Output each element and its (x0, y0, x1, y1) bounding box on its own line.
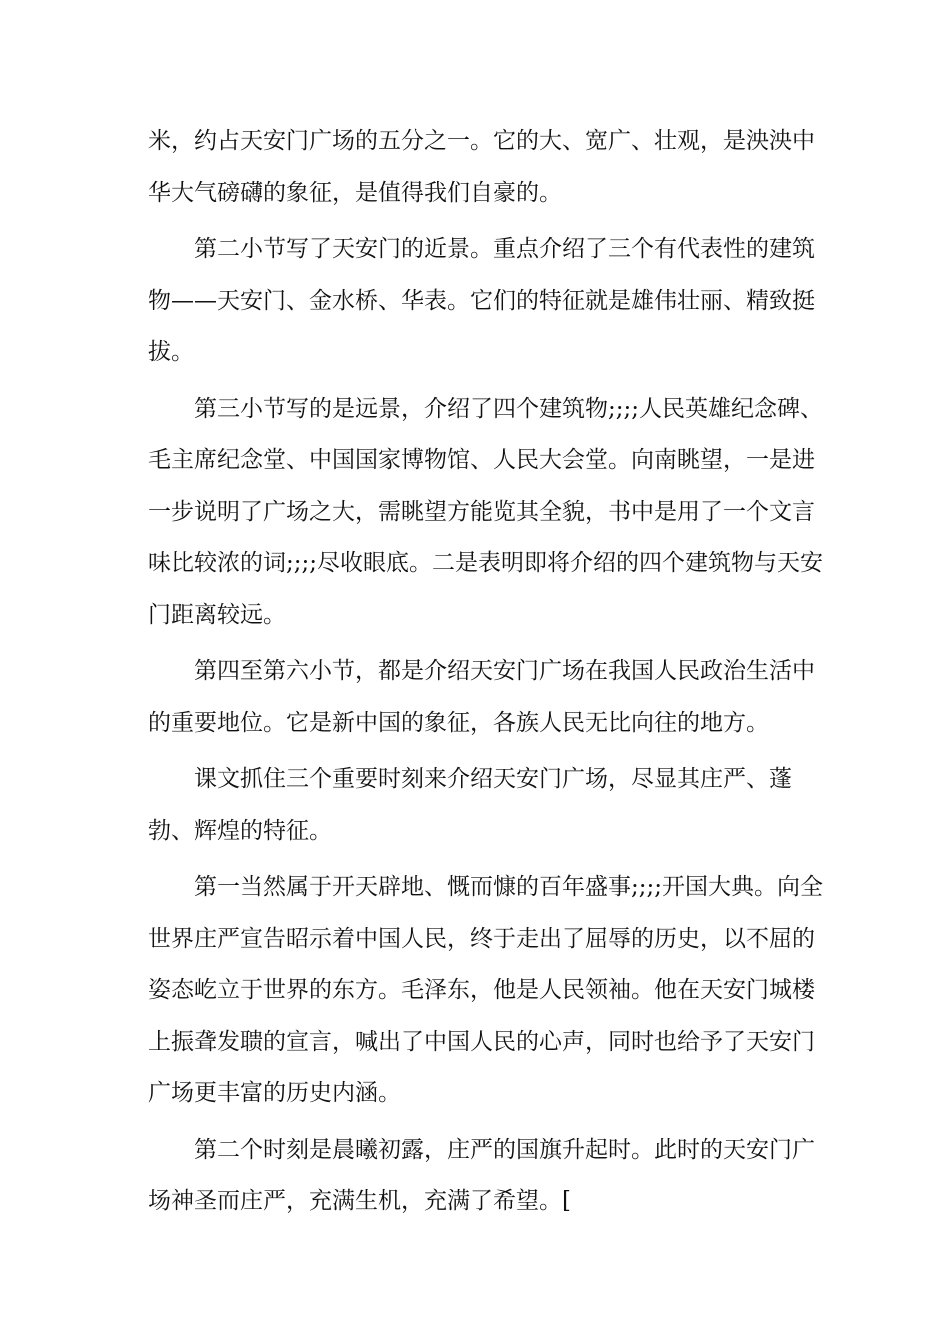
text-line: 世界庄严宣告昭示着中国人民，终于走出了屈辱的历史，以不屈的 (148, 925, 815, 952)
text-line: 上振聋发聩的宣言，喊出了中国人民的心声，同时也给予了天安门 (148, 1028, 815, 1055)
text-line: 第一当然属于开天辟地、慨而慷的百年盛事;;;;开国大典。向全 (194, 874, 823, 900)
text-line: 物——天安门、金水桥、华表。它们的特征就是雄伟壮丽、精致挺 (148, 287, 815, 314)
text-line: 第二小节写了天安门的近景。重点介绍了三个有代表性的建筑 (194, 236, 815, 262)
text-line: 课文抓住三个重要时刻来介绍天安门广场，尽显其庄严、蓬 (194, 766, 792, 792)
text-line: 门距离较远。 (148, 601, 286, 628)
text-line: 姿态屹立于世界的东方。毛泽东，他是人民领袖。他在天安门城楼 (148, 977, 815, 1003)
text-line: 第四至第六小节，都是介绍天安门广场在我国人民政治生活中 (194, 658, 815, 684)
text-line: 第三小节写的是远景，介绍了四个建筑物;;;;人民英雄纪念碑、 (194, 395, 823, 422)
text-line: 毛主席纪念堂、中国国家博物馆、人民大会堂。向南眺望，一是进 (148, 447, 815, 473)
text-line: 一步说明了广场之大，需眺望方能览其全貌，书中是用了一个文言 (148, 498, 815, 525)
text-line: 华大气磅礴的象征，是值得我们自豪的。 (148, 179, 562, 206)
document-body (148, 116, 823, 1228)
text-line: 第二个时刻是晨曦初露，庄严的国旗升起时。此时的天安门广 (194, 1136, 815, 1163)
text-line: 场神圣而庄严，充满生机，充满了希望。[ (148, 1188, 571, 1214)
text-line: 味比较浓的词;;;;尽收眼底。二是表明即将介绍的四个建筑物与天安 (148, 550, 823, 576)
text-line: 勃、辉煌的特征。 (148, 817, 332, 844)
text-line: 的重要地位。它是新中国的象征，各族人民无比向往的地方。 (148, 709, 769, 736)
text-line: 米，约占天安门广场的五分之一。它的大、宽广、壮观，是泱泱中 (148, 128, 815, 154)
text-line: 拔。 (148, 339, 194, 365)
text-line: 广场更丰富的历史内涵。 (148, 1080, 401, 1106)
